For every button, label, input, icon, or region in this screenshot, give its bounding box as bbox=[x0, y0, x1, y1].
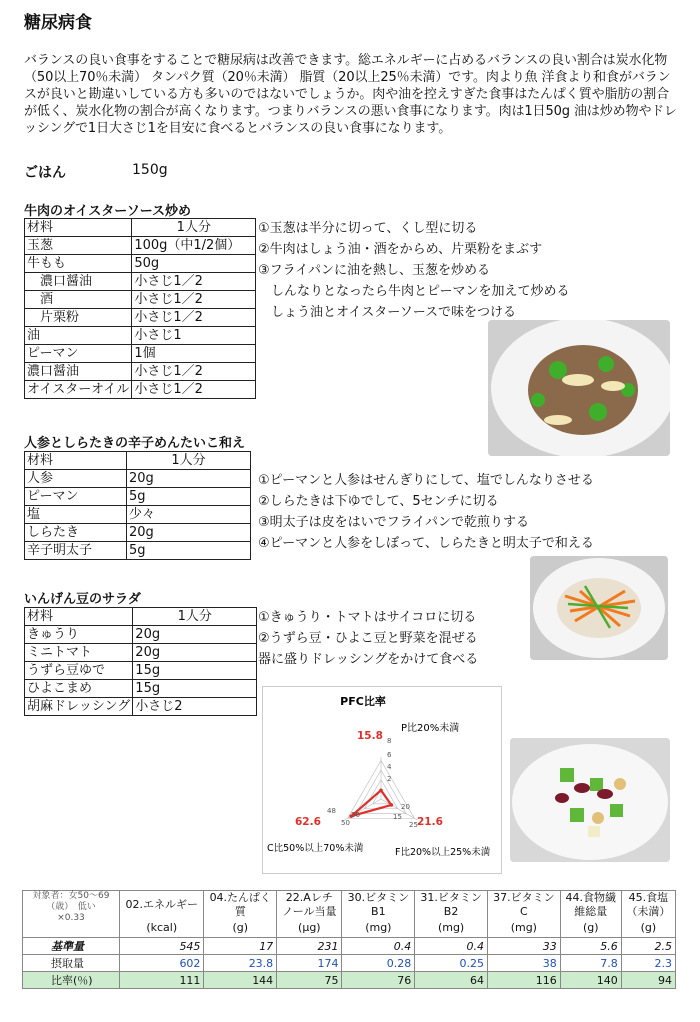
table-row bbox=[25, 662, 257, 680]
nutrient-value: 64 bbox=[415, 972, 488, 989]
step-item: しょう油とオイスターソースで味をつける bbox=[258, 305, 517, 320]
page-title: 糖尿病食 bbox=[24, 13, 92, 33]
nutrient-value: 94 bbox=[621, 972, 675, 989]
tick-label: 4 bbox=[387, 763, 392, 771]
target-line: ×0.33 bbox=[57, 913, 85, 923]
nutrient-name bbox=[621, 891, 675, 920]
nutrient-value: 2.3 bbox=[621, 955, 675, 972]
target-line: 対象者：女50～69 bbox=[32, 891, 110, 901]
dish3-steps bbox=[258, 607, 478, 670]
table-row bbox=[25, 680, 257, 698]
nutrient-value: 144 bbox=[204, 972, 277, 989]
nutrient-value: 174 bbox=[277, 955, 342, 972]
ingredient-amount: 小さじ2 bbox=[133, 698, 257, 716]
nutrient-value: 0.25 bbox=[415, 955, 488, 972]
ingredient-name: オイスターオイル bbox=[25, 381, 132, 399]
nutrient-unit-row bbox=[23, 919, 676, 935]
chart-title: PFC比率 bbox=[340, 695, 386, 708]
ingredient-name: 玉葱 bbox=[25, 237, 132, 255]
nutrition-table bbox=[22, 890, 676, 989]
ingredient-amount: 20g bbox=[133, 644, 257, 662]
nutrient-unit: (g) bbox=[204, 919, 277, 935]
axis-label-c: C比50%以上70%未満 bbox=[267, 843, 364, 854]
ingredient-amount: 小さじ1／2 bbox=[132, 363, 256, 381]
header-cell: 材料 bbox=[25, 452, 127, 470]
header-cell: 1人分 bbox=[127, 452, 251, 470]
row-label: 基準量 bbox=[23, 938, 120, 955]
header-cell: 材料 bbox=[25, 219, 132, 237]
nutrient-name-line: B1 bbox=[371, 905, 386, 918]
step-item: 器に盛りドレッシングをかけて食べる bbox=[258, 652, 479, 667]
table-row bbox=[25, 381, 256, 399]
ingredient-amount: 20g bbox=[127, 470, 251, 488]
nutrient-value: 2.5 bbox=[621, 938, 675, 955]
target-cell bbox=[23, 891, 120, 938]
table-row bbox=[25, 255, 256, 273]
ingredient-name: 片栗粉 bbox=[25, 309, 132, 327]
ingredient-name: 酒 bbox=[25, 291, 132, 309]
dish1-steps bbox=[258, 218, 569, 323]
ingredient-name: 油 bbox=[25, 327, 132, 345]
table-row bbox=[25, 626, 257, 644]
ingredient-amount: 小さじ1／2 bbox=[132, 309, 256, 327]
table-row bbox=[25, 363, 256, 381]
step-item: ③明太子は皮をはいでフライパンで乾煎りする bbox=[258, 515, 530, 530]
rice-amount: 150g bbox=[132, 162, 168, 178]
beef-stirfry-photo bbox=[488, 320, 670, 456]
tick-label: 20 bbox=[401, 803, 410, 811]
nutrient-value: 231 bbox=[277, 938, 342, 955]
ingredient-name: 胡麻ドレッシング bbox=[25, 698, 133, 716]
nutrient-unit: (kcal) bbox=[120, 919, 204, 935]
ingredient-amount: 小さじ1／2 bbox=[132, 381, 256, 399]
carrot-shirataki-photo bbox=[530, 556, 668, 660]
intro-text: バランスの良い食事をすることで糖尿病は改善できます。総エネルギーに占めるバランスの良い割合は炭水化物（50以上70％未満） タンパク質（20％未満） 脂質（20以上25％未満）です。肉より魚 洋食より和食がバランスが良いと勘違いしている方も多いのではないでしょうか。肉や油を控えすぎた食事はたんぱく質や脂肪の割合が低く、炭水化物の割合が高くなります。つまりバランスの悪い食事になります。肉は1日50g 油は炒め物やドレッシングで1日大さじ1を目安に食べるとバランスの良い食事になります。 bbox=[24, 53, 677, 136]
nutrient-value: 0.4 bbox=[342, 938, 415, 955]
dish2-steps bbox=[258, 470, 594, 554]
ingredient-amount: 15g bbox=[133, 662, 257, 680]
nutrient-name-line: 31.ビタミン bbox=[420, 891, 482, 904]
nutrient-value: 7.8 bbox=[560, 955, 621, 972]
dish1-title: 牛肉のオイスターソース炒め bbox=[24, 204, 192, 219]
nutrient-name-line: 02.エネルギー bbox=[125, 898, 198, 911]
ingredient-amount: 小さじ1 bbox=[132, 327, 256, 345]
ingredient-name: 辛子明太子 bbox=[25, 542, 127, 560]
nutrient-data-row bbox=[23, 955, 676, 972]
table-row bbox=[25, 345, 256, 363]
nutrient-name-line: 04.たんぱく bbox=[209, 891, 272, 904]
tick-label: 2 bbox=[387, 775, 392, 783]
rice-label: ごはん bbox=[24, 165, 66, 181]
nutrient-value: 116 bbox=[487, 972, 560, 989]
nutrient-name bbox=[204, 891, 277, 920]
step-item: ①きゅうり・トマトはサイコロに切る bbox=[258, 610, 477, 625]
ingredient-name: うずら豆ゆで bbox=[25, 662, 133, 680]
nutrient-name-line: 質 bbox=[234, 905, 246, 918]
nutrient-name-line: B2 bbox=[443, 905, 459, 918]
nutrient-value: 140 bbox=[560, 972, 621, 989]
tick-label: 25 bbox=[409, 821, 418, 829]
nutrient-unit: (mg) bbox=[415, 919, 488, 935]
tick-label: 8 bbox=[387, 737, 392, 745]
nutrient-value: 23.8 bbox=[204, 955, 277, 972]
ingredient-name: 牛もも bbox=[25, 255, 132, 273]
nutrient-value: 75 bbox=[277, 972, 342, 989]
table-header-row bbox=[25, 219, 256, 237]
nutrient-unit: (g) bbox=[560, 919, 621, 935]
dish3-title: いんげん豆のサラダ bbox=[24, 592, 141, 607]
tick-label: 15 bbox=[393, 813, 402, 821]
nutrient-name-line: （未満） bbox=[626, 905, 671, 918]
nutrient-name-line: C bbox=[519, 905, 528, 918]
ingredient-amount: 少々 bbox=[127, 506, 251, 524]
dish2-ingredient-table bbox=[24, 451, 251, 560]
step-item: ②牛肉はしょう油・酒をからめ、片栗粉をまぶす bbox=[258, 242, 543, 257]
table-header-row bbox=[25, 608, 257, 626]
ingredient-amount: 小さじ1／2 bbox=[132, 291, 256, 309]
pfc-ratio-chart bbox=[262, 686, 502, 874]
table-row bbox=[25, 542, 251, 560]
table-row bbox=[25, 291, 256, 309]
nutrient-name bbox=[120, 891, 204, 920]
value-label: 62.6 bbox=[295, 816, 321, 828]
nutrient-value: 17 bbox=[204, 938, 277, 955]
ingredient-name: 人参 bbox=[25, 470, 127, 488]
nutrient-name-line: 45.食塩 bbox=[628, 891, 669, 904]
table-row bbox=[25, 327, 256, 345]
table-row bbox=[25, 488, 251, 506]
ingredient-amount: 小さじ1／2 bbox=[132, 273, 256, 291]
ingredient-name: 塩 bbox=[25, 506, 127, 524]
nutrient-value: 5.6 bbox=[560, 938, 621, 955]
row-label: 摂取量 bbox=[23, 955, 120, 972]
step-item: ③フライパンに油を熱し、玉葱を炒める bbox=[258, 263, 491, 278]
nutrient-value: 111 bbox=[120, 972, 204, 989]
tick-label: 48 bbox=[327, 807, 336, 815]
ingredient-amount: 5g bbox=[127, 542, 251, 560]
tick-label: 50 bbox=[341, 819, 350, 827]
nutrient-value: 0.28 bbox=[342, 955, 415, 972]
ingredient-name: ミニトマト bbox=[25, 644, 133, 662]
table-row bbox=[25, 644, 257, 662]
table-row bbox=[25, 698, 257, 716]
table-row bbox=[25, 506, 251, 524]
nutrient-value: 76 bbox=[342, 972, 415, 989]
ingredient-name: ピーマン bbox=[25, 345, 132, 363]
nutrient-name bbox=[487, 891, 560, 920]
pfc-point bbox=[379, 789, 383, 793]
nutrient-header-row bbox=[23, 891, 676, 920]
ingredient-amount: 1個 bbox=[132, 345, 256, 363]
ingredient-amount: 20g bbox=[127, 524, 251, 542]
nutrient-unit: (μg) bbox=[277, 919, 342, 935]
nutrient-name-line: 30.ビタミン bbox=[347, 891, 410, 904]
ingredient-name: 濃口醤油 bbox=[25, 273, 132, 291]
nutrient-name-line: 22.Aレチ bbox=[285, 891, 333, 904]
ingredient-name: ひよこまめ bbox=[25, 680, 133, 698]
ingredient-name: ピーマン bbox=[25, 488, 127, 506]
nutrient-name-line: 維総量 bbox=[574, 905, 608, 918]
step-item: ②うずら豆・ひよこ豆と野菜を混ぜる bbox=[258, 631, 478, 646]
step-item: しんなりとなったら牛肉とピーマンを加えて炒める bbox=[258, 284, 570, 299]
table-row bbox=[25, 273, 256, 291]
ingredient-name: きゅうり bbox=[25, 626, 133, 644]
nutrient-value: 0.4 bbox=[415, 938, 488, 955]
ingredient-amount: 15g bbox=[133, 680, 257, 698]
value-label: 21.6 bbox=[417, 816, 443, 828]
ingredient-name: しらたき bbox=[25, 524, 127, 542]
nutrient-name bbox=[277, 891, 342, 920]
ingredient-name: 濃口醤油 bbox=[25, 363, 132, 381]
nutrient-name bbox=[415, 891, 488, 920]
nutrient-name-line: ノール当量 bbox=[282, 905, 337, 918]
value-label: 15.8 bbox=[357, 730, 383, 742]
nutrient-value: 33 bbox=[487, 938, 560, 955]
nutrient-value: 38 bbox=[487, 955, 560, 972]
ingredient-amount: 5g bbox=[127, 488, 251, 506]
nutrient-value: 602 bbox=[120, 955, 204, 972]
nutrient-name-line: 37.ビタミン bbox=[493, 891, 555, 904]
dish2-title: 人参としらたきの辛子めんたいこ和え bbox=[24, 436, 246, 451]
ingredient-amount: 100g（中1/2個） bbox=[132, 237, 256, 255]
nutrient-unit: (mg) bbox=[342, 919, 415, 935]
step-item: ④ピーマンと人参をしぼって、しらたきと明太子で和える bbox=[258, 536, 594, 551]
nutrient-unit: (mg) bbox=[487, 919, 560, 935]
tick-label: 56 bbox=[351, 811, 360, 819]
nutrient-data-row bbox=[23, 938, 676, 955]
dish3-ingredient-table bbox=[24, 607, 257, 716]
table-header-row bbox=[25, 452, 251, 470]
nutrient-name-line: 44.食物繊 bbox=[565, 891, 616, 904]
pfc-point bbox=[389, 803, 393, 807]
header-cell: 1人分 bbox=[133, 608, 257, 626]
nutrient-name bbox=[342, 891, 415, 920]
nutrient-value: 545 bbox=[120, 938, 204, 955]
table-row bbox=[25, 237, 256, 255]
step-item: ①ピーマンと人参はせんぎりにして、塩でしんなりさせる bbox=[258, 473, 594, 488]
nutrient-unit: (g) bbox=[621, 919, 675, 935]
axis-label-f: F比20%以上25%未満 bbox=[395, 847, 491, 858]
step-item: ①玉葱は半分に切って、くし型に切る bbox=[258, 221, 478, 236]
bean-salad-photo bbox=[510, 738, 670, 862]
nutrient-name bbox=[560, 891, 621, 920]
axis-label-p: P比20%未満 bbox=[401, 723, 460, 734]
target-line: （歳） 低い bbox=[46, 902, 96, 912]
table-row bbox=[25, 524, 251, 542]
header-cell: 材料 bbox=[25, 608, 133, 626]
dish1-ingredient-table bbox=[24, 218, 256, 399]
step-item: ②しらたきは下ゆでして、5センチに切る bbox=[258, 494, 499, 509]
row-label: 比率(％) bbox=[23, 972, 120, 989]
tick-label: 6 bbox=[387, 751, 392, 759]
table-row bbox=[25, 309, 256, 327]
nutrient-data-row bbox=[23, 972, 676, 989]
header-cell: 1人分 bbox=[132, 219, 256, 237]
ingredient-amount: 20g bbox=[133, 626, 257, 644]
ingredient-amount: 50g bbox=[132, 255, 256, 273]
table-row bbox=[25, 470, 251, 488]
